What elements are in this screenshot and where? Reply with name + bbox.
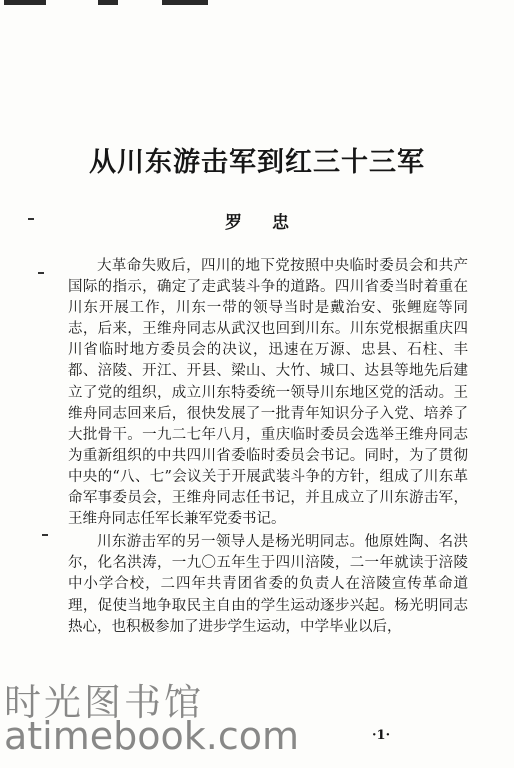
page-number: ·1· — [372, 728, 391, 743]
page-title: 从川东游击军到红三十三军 — [89, 147, 425, 178]
scan-edge-mark — [4, 0, 46, 5]
author-name: 罗 忠 — [225, 213, 301, 233]
margin-mark — [38, 272, 44, 274]
body-text — [68, 256, 468, 638]
watermark-url: atimebook.com — [4, 714, 300, 758]
watermark-text: 时光图书馆 — [4, 681, 204, 724]
paragraph: 大革命失败后，四川的地下党按照中央临时委员会和共产国际的指示，确定了走武装斗争的道路。四川省委当时着重在川东开展工作，川东一带的领导当时是戴治安、张鲤庭等同志，后来，王维舟同志从武汉也回到川东。川东党根据重庆四川省临时地方委员会的决议，迅速在万源、忠县、石柱、丰都、涪陵、开江、开县、梁山、大竹、城口、达县等地先后建立了党的组织，成立川东特委统一领导川东地区党的活动。王维舟同志回来后，很快发展了一批青年知识分子入党、培养了大批骨干。一九二七年八月，重庆临时委员会选举王维舟同志为重新组织的中共四川省委临时委员会书记。同时，为了贯彻中央的“八、七”会议关于开展武装斗争的方针，组成了川东革命军事委员会，王维舟同志任书记，并且成立了川东游击军，王维舟同志任军长兼军党委书记。 — [68, 258, 468, 528]
scan-edge-mark — [98, 0, 118, 5]
margin-mark — [42, 534, 48, 536]
paragraph: 川东游击军的另一领导人是杨光明同志。他原姓陶、名洪尔，化名洪涛，一九〇五年生于四川涪陵，二一年就读于涪陵中小学合校，二四年共青团省委的负责人在涪陵宣传革命道理，促使当地争取民主自由的学生运动逐步兴起。杨光明同志热心，也积极参加了进步学生运动，中学毕业以后， — [68, 534, 468, 635]
scan-edge-mark — [162, 0, 208, 5]
